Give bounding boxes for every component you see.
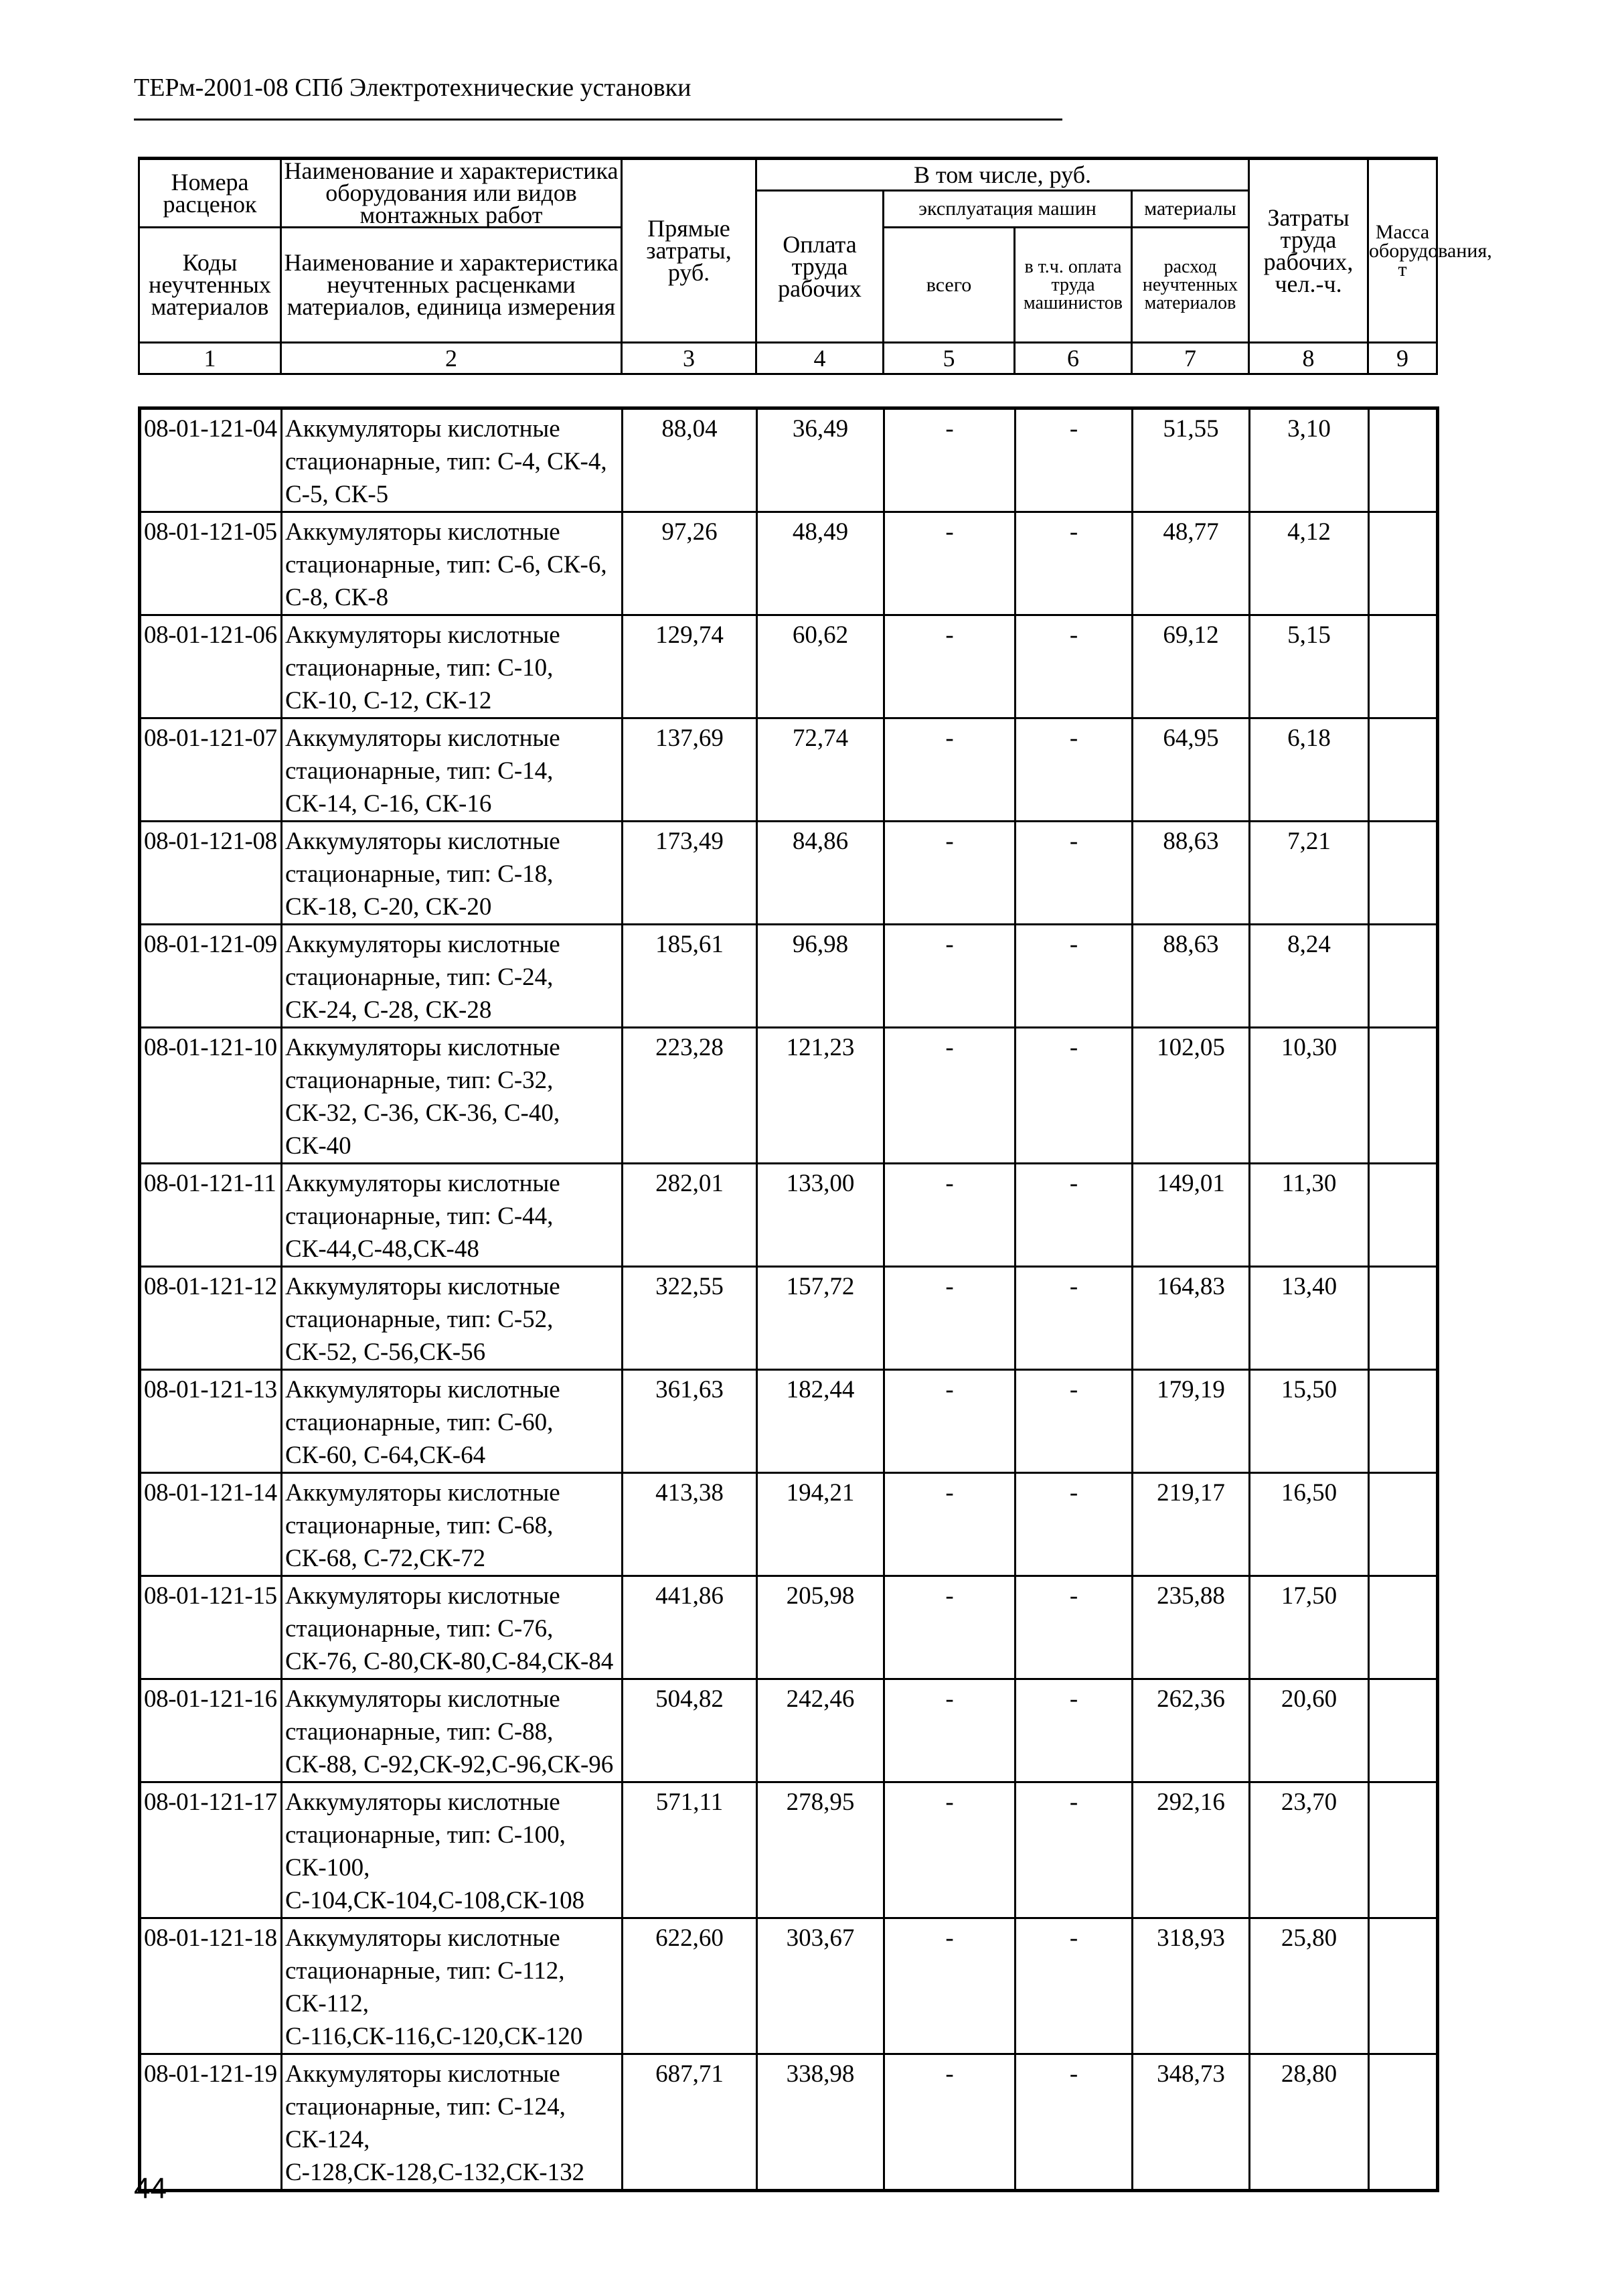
materials-cost: 292,16 xyxy=(1133,1782,1250,1918)
rate-name: Аккумуляторы кислотные стационарные, тип: С-32, СК-32, С-36, СК-36, С-40, СК-40 xyxy=(282,1028,623,1164)
worker-pay: 194,21 xyxy=(757,1473,884,1576)
column-number: 8 xyxy=(1249,343,1368,374)
column-number: 7 xyxy=(1132,343,1249,374)
column-number: 3 xyxy=(622,343,756,374)
rates-table xyxy=(138,406,1439,2192)
rate-name: Аккумуляторы кислотные стационарные, тип: С-60, СК-60, С-64,СК-64 xyxy=(282,1370,623,1473)
rate-name: Аккумуляторы кислотные стационарные, тип: С-112, СК-112, С-116,СК-116,С-120,СК-120 xyxy=(282,1918,623,2054)
machines-total: - xyxy=(884,615,1016,718)
rate-name: Аккумуляторы кислотные стационарные, тип: С-24, СК-24, С-28, СК-28 xyxy=(282,925,623,1028)
equipment-mass xyxy=(1369,1267,1438,1370)
machines-total: - xyxy=(884,1679,1016,1782)
materials-cost: 69,12 xyxy=(1133,615,1250,718)
rate-name: Аккумуляторы кислотные стационарные, тип: С-4, СК-4, С-5, СК-5 xyxy=(282,408,623,512)
running-header: ТЕРм-2001-08 СПб Электротехнические установки xyxy=(134,74,692,102)
header-machines-total: всего xyxy=(884,228,1015,343)
table-row xyxy=(140,1473,1438,1576)
column-number: 6 xyxy=(1015,343,1132,374)
labor-hours: 16,50 xyxy=(1250,1473,1369,1576)
table-row xyxy=(140,1782,1438,1918)
labor-hours: 7,21 xyxy=(1250,822,1369,925)
labor-hours: 10,30 xyxy=(1250,1028,1369,1164)
rate-code: 08-01-121-13 xyxy=(140,1370,282,1473)
operator-pay: - xyxy=(1016,822,1133,925)
column-numbers-row xyxy=(139,343,1437,374)
direct-costs: 687,71 xyxy=(623,2054,757,2191)
worker-pay: 303,67 xyxy=(757,1918,884,2054)
materials-cost: 235,88 xyxy=(1133,1576,1250,1679)
materials-cost: 179,19 xyxy=(1133,1370,1250,1473)
machines-total: - xyxy=(884,1028,1016,1164)
operator-pay: - xyxy=(1016,1370,1133,1473)
equipment-mass xyxy=(1369,615,1438,718)
worker-pay: 60,62 xyxy=(757,615,884,718)
rate-name: Аккумуляторы кислотные стационарные, тип: С-18, СК-18, С-20, СК-20 xyxy=(282,822,623,925)
operator-pay: - xyxy=(1016,408,1133,512)
rate-code: 08-01-121-18 xyxy=(140,1918,282,2054)
worker-pay: 338,98 xyxy=(757,2054,884,2191)
equipment-mass xyxy=(1369,512,1438,615)
machines-total: - xyxy=(884,1370,1016,1473)
header-rate-numbers: Номера расценок xyxy=(139,159,281,228)
column-number: 1 xyxy=(139,343,281,374)
direct-costs: 88,04 xyxy=(623,408,757,512)
operator-pay: - xyxy=(1016,718,1133,822)
header-material-name: Наименование и характеристика неучтенных расценками материалов, единица измерения xyxy=(281,228,622,343)
table-row xyxy=(140,1370,1438,1473)
operator-pay: - xyxy=(1016,1576,1133,1679)
column-number: 9 xyxy=(1368,343,1437,374)
direct-costs: 571,11 xyxy=(623,1782,757,1918)
materials-cost: 318,93 xyxy=(1133,1918,1250,2054)
operator-pay: - xyxy=(1016,1164,1133,1267)
rate-name: Аккумуляторы кислотные стационарные, тип: С-68, СК-68, С-72,СК-72 xyxy=(282,1473,623,1576)
materials-cost: 348,73 xyxy=(1133,2054,1250,2191)
table-row xyxy=(140,1918,1438,2054)
machines-total: - xyxy=(884,512,1016,615)
rate-name: Аккумуляторы кислотные стационарные, тип: С-124, СК-124, С-128,СК-128,С-132,СК-132 xyxy=(282,2054,623,2191)
labor-hours: 6,18 xyxy=(1250,718,1369,822)
worker-pay: 157,72 xyxy=(757,1267,884,1370)
worker-pay: 72,74 xyxy=(757,718,884,822)
labor-hours: 3,10 xyxy=(1250,408,1369,512)
rate-name: Аккумуляторы кислотные стационарные, тип: С-52, СК-52, С-56,СК-56 xyxy=(282,1267,623,1370)
materials-cost: 149,01 xyxy=(1133,1164,1250,1267)
machines-total: - xyxy=(884,1473,1016,1576)
column-number: 5 xyxy=(884,343,1015,374)
machines-total: - xyxy=(884,718,1016,822)
rate-code: 08-01-121-04 xyxy=(140,408,282,512)
column-number: 4 xyxy=(756,343,884,374)
materials-cost: 164,83 xyxy=(1133,1267,1250,1370)
equipment-mass xyxy=(1369,408,1438,512)
rate-code: 08-01-121-16 xyxy=(140,1679,282,1782)
rate-code: 08-01-121-09 xyxy=(140,925,282,1028)
equipment-mass xyxy=(1369,822,1438,925)
equipment-mass xyxy=(1369,1164,1438,1267)
direct-costs: 137,69 xyxy=(623,718,757,822)
materials-cost: 88,63 xyxy=(1133,925,1250,1028)
table-row xyxy=(140,2054,1438,2191)
rate-code: 08-01-121-05 xyxy=(140,512,282,615)
equipment-mass xyxy=(1369,1473,1438,1576)
materials-cost: 102,05 xyxy=(1133,1028,1250,1164)
equipment-mass xyxy=(1369,1918,1438,2054)
machines-total: - xyxy=(884,1267,1016,1370)
equipment-mass xyxy=(1369,1782,1438,1918)
header-material-codes: Коды неучтенных материалов xyxy=(139,228,281,343)
labor-hours: 20,60 xyxy=(1250,1679,1369,1782)
direct-costs: 97,26 xyxy=(623,512,757,615)
machines-total: - xyxy=(884,2054,1016,2191)
machines-total: - xyxy=(884,1782,1016,1918)
materials-cost: 51,55 xyxy=(1133,408,1250,512)
header-work-name: Наименование и характеристика оборудования или видов монтажных работ xyxy=(281,159,622,228)
operator-pay: - xyxy=(1016,1473,1133,1576)
rate-code: 08-01-121-06 xyxy=(140,615,282,718)
direct-costs: 504,82 xyxy=(623,1679,757,1782)
rate-name: Аккумуляторы кислотные стационарные, тип: С-10, СК-10, С-12, СК-12 xyxy=(282,615,623,718)
rate-name: Аккумуляторы кислотные стационарные, тип: С-14, СК-14, С-16, СК-16 xyxy=(282,718,623,822)
equipment-mass xyxy=(1369,718,1438,822)
direct-costs: 322,55 xyxy=(623,1267,757,1370)
direct-costs: 185,61 xyxy=(623,925,757,1028)
operator-pay: - xyxy=(1016,1918,1133,2054)
table-row xyxy=(140,408,1438,512)
labor-hours: 28,80 xyxy=(1250,2054,1369,2191)
operator-pay: - xyxy=(1016,1267,1133,1370)
machines-total: - xyxy=(884,408,1016,512)
operator-pay: - xyxy=(1016,925,1133,1028)
rate-name: Аккумуляторы кислотные стационарные, тип: С-100, СК-100, С-104,СК-104,С-108,СК-108 xyxy=(282,1782,623,1918)
worker-pay: 242,46 xyxy=(757,1679,884,1782)
labor-hours: 4,12 xyxy=(1250,512,1369,615)
operator-pay: - xyxy=(1016,1028,1133,1164)
machines-total: - xyxy=(884,822,1016,925)
rate-name: Аккумуляторы кислотные стационарные, тип: С-76, СК-76, С-80,СК-80,С-84,СК-84 xyxy=(282,1576,623,1679)
direct-costs: 441,86 xyxy=(623,1576,757,1679)
worker-pay: 36,49 xyxy=(757,408,884,512)
equipment-mass xyxy=(1369,925,1438,1028)
rate-code: 08-01-121-07 xyxy=(140,718,282,822)
column-number: 2 xyxy=(281,343,622,374)
equipment-mass xyxy=(1369,2054,1438,2191)
rate-code: 08-01-121-12 xyxy=(140,1267,282,1370)
header-materials: материалы xyxy=(1132,191,1249,228)
equipment-mass xyxy=(1369,1576,1438,1679)
direct-costs: 223,28 xyxy=(623,1028,757,1164)
rate-code: 08-01-121-10 xyxy=(140,1028,282,1164)
header-rule xyxy=(134,119,1062,121)
header-including: В том числе, руб. xyxy=(756,159,1249,191)
table-row xyxy=(140,1028,1438,1164)
operator-pay: - xyxy=(1016,1782,1133,1918)
table-row xyxy=(140,925,1438,1028)
direct-costs: 173,49 xyxy=(623,822,757,925)
labor-hours: 5,15 xyxy=(1250,615,1369,718)
worker-pay: 96,98 xyxy=(757,925,884,1028)
direct-costs: 361,63 xyxy=(623,1370,757,1473)
operator-pay: - xyxy=(1016,512,1133,615)
equipment-mass xyxy=(1369,1679,1438,1782)
labor-hours: 8,24 xyxy=(1250,925,1369,1028)
header-machine-operation: эксплуатация машин xyxy=(884,191,1132,228)
materials-cost: 262,36 xyxy=(1133,1679,1250,1782)
labor-hours: 25,80 xyxy=(1250,1918,1369,2054)
machines-total: - xyxy=(884,1576,1016,1679)
worker-pay: 205,98 xyxy=(757,1576,884,1679)
materials-cost: 88,63 xyxy=(1133,822,1250,925)
materials-cost: 219,17 xyxy=(1133,1473,1250,1576)
worker-pay: 133,00 xyxy=(757,1164,884,1267)
machines-total: - xyxy=(884,925,1016,1028)
labor-hours: 17,50 xyxy=(1250,1576,1369,1679)
header-operator-pay: в т.ч. оплата труда машинистов xyxy=(1015,228,1132,343)
labor-hours: 23,70 xyxy=(1250,1782,1369,1918)
table-row xyxy=(140,615,1438,718)
labor-hours: 13,40 xyxy=(1250,1267,1369,1370)
labor-hours: 15,50 xyxy=(1250,1370,1369,1473)
page-number: 44 xyxy=(134,2172,167,2205)
rate-code: 08-01-121-17 xyxy=(140,1782,282,1918)
rate-code: 08-01-121-15 xyxy=(140,1576,282,1679)
rate-code: 08-01-121-19 xyxy=(140,2054,282,2191)
table-header xyxy=(138,157,1492,375)
header-equipment-mass: Масса оборудования, т xyxy=(1368,159,1437,343)
worker-pay: 48,49 xyxy=(757,512,884,615)
table-row xyxy=(140,822,1438,925)
header-labor-hours: Затраты труда рабочих, чел.-ч. xyxy=(1249,159,1368,343)
machines-total: - xyxy=(884,1164,1016,1267)
operator-pay: - xyxy=(1016,2054,1133,2191)
worker-pay: 278,95 xyxy=(757,1782,884,1918)
machines-total: - xyxy=(884,1918,1016,2054)
header-worker-pay: Оплата труда рабочих xyxy=(756,191,884,343)
table-row xyxy=(140,512,1438,615)
rate-name: Аккумуляторы кислотные стационарные, тип: С-44, СК-44,С-48,СК-48 xyxy=(282,1164,623,1267)
equipment-mass xyxy=(1369,1370,1438,1473)
table-row xyxy=(140,1267,1438,1370)
direct-costs: 413,38 xyxy=(623,1473,757,1576)
table-row xyxy=(140,1164,1438,1267)
equipment-mass xyxy=(1369,1028,1438,1164)
direct-costs: 129,74 xyxy=(623,615,757,718)
operator-pay: - xyxy=(1016,615,1133,718)
materials-cost: 48,77 xyxy=(1133,512,1250,615)
rate-code: 08-01-121-14 xyxy=(140,1473,282,1576)
operator-pay: - xyxy=(1016,1679,1133,1782)
direct-costs: 282,01 xyxy=(623,1164,757,1267)
table-row xyxy=(140,1679,1438,1782)
materials-cost: 64,95 xyxy=(1133,718,1250,822)
table-row xyxy=(140,718,1438,822)
rate-code: 08-01-121-11 xyxy=(140,1164,282,1267)
header-direct-costs: Прямые затраты, руб. xyxy=(622,159,756,343)
labor-hours: 11,30 xyxy=(1250,1164,1369,1267)
rate-code: 08-01-121-08 xyxy=(140,822,282,925)
rate-name: Аккумуляторы кислотные стационарные, тип: С-88, СК-88, С-92,СК-92,С-96,СК-96 xyxy=(282,1679,623,1782)
worker-pay: 84,86 xyxy=(757,822,884,925)
header-unaccounted-materials: расход неучтенных материалов xyxy=(1132,228,1249,343)
worker-pay: 121,23 xyxy=(757,1028,884,1164)
table-row xyxy=(140,1576,1438,1679)
direct-costs: 622,60 xyxy=(623,1918,757,2054)
worker-pay: 182,44 xyxy=(757,1370,884,1473)
rate-name: Аккумуляторы кислотные стационарные, тип: С-6, СК-6, С-8, СК-8 xyxy=(282,512,623,615)
